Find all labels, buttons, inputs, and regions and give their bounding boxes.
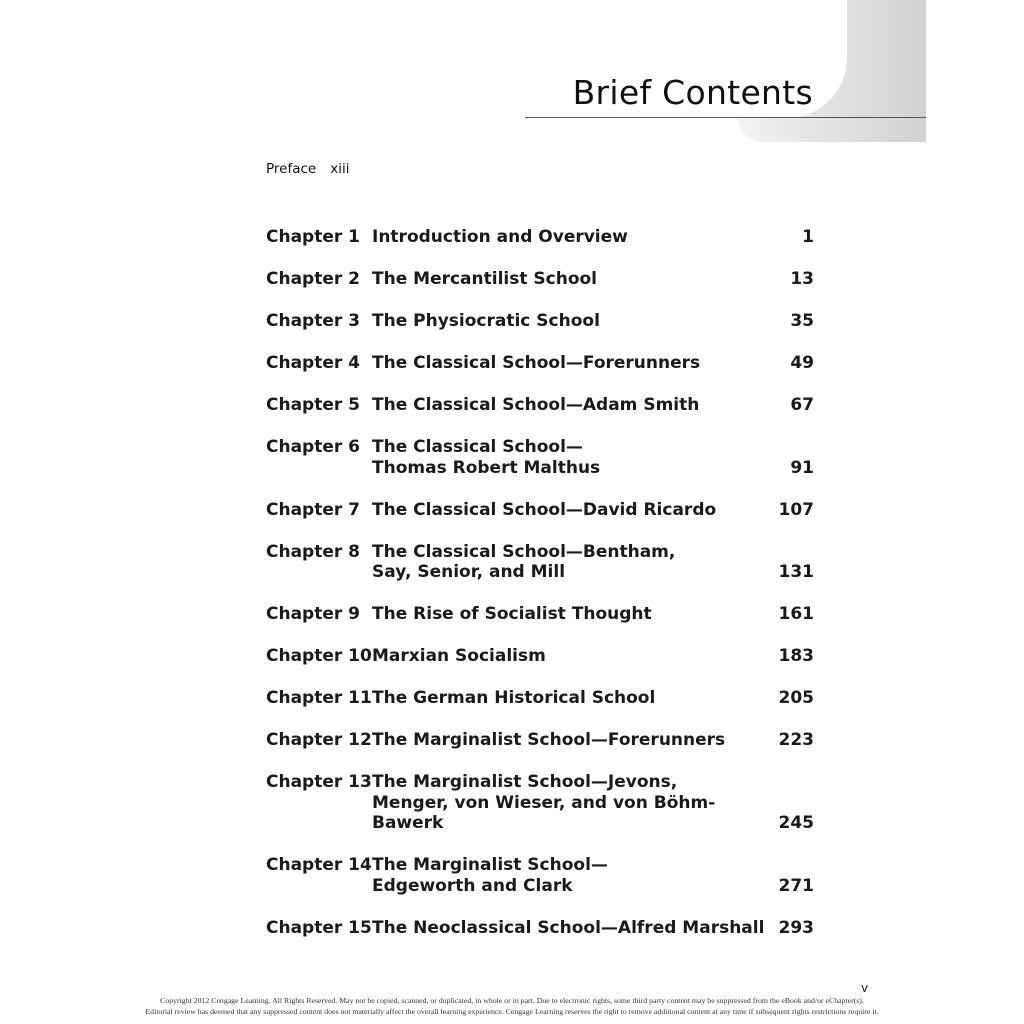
chapter-page: 91 [790, 457, 814, 478]
chapter-title: Marxian Socialism [372, 646, 546, 666]
chapter-number: Chapter 12 [266, 730, 372, 750]
chapter-title: The Rise of Socialist Thought [372, 604, 652, 624]
chapter-number: Chapter 9 [266, 604, 361, 624]
chapter-page: 183 [778, 646, 814, 666]
chapter-number: Chapter 14 [266, 855, 372, 875]
chapter-page: 293 [778, 917, 814, 938]
toc-entry-chapter-4[interactable] [266, 353, 814, 374]
chapter-title: The Classical School—Adam Smith [372, 395, 700, 415]
chapter-number: Chapter 15 [266, 917, 372, 938]
chapter-number: Chapter 2 [266, 269, 361, 289]
chapter-title: The Physiocratic School [372, 311, 600, 331]
chapter-page: 205 [778, 688, 814, 708]
toc-entry-chapter-3[interactable] [266, 311, 814, 332]
toc-entry-chapter-13[interactable] [266, 772, 814, 834]
chapter-number: Chapter 6 [266, 437, 361, 457]
chapter-page: 107 [778, 499, 814, 520]
toc-entry-chapter-14[interactable] [266, 855, 814, 896]
chapter-title: The Classical School—Thomas Robert Malthus [372, 437, 601, 478]
chapter-page: 223 [778, 730, 814, 750]
chapter-number: Chapter 13 [266, 772, 372, 792]
chapter-page: 35 [790, 311, 814, 331]
toc-entry-chapter-8[interactable] [266, 542, 814, 583]
preface-entry[interactable] [266, 161, 349, 177]
chapter-number: Chapter 5 [266, 395, 361, 415]
header-rule [525, 117, 926, 118]
chapter-page: 245 [778, 813, 814, 833]
toc-entry-chapter-15[interactable] [266, 918, 814, 939]
copyright-line-2: Editorial review has deemed that any suppressed content does not materially affect the overall learning experience. Cengage Learning reserves the right to remove additional content at any time if subsequent rights restrictions require it. [145, 1007, 879, 1016]
toc-entry-chapter-7[interactable] [266, 500, 814, 521]
toc-entry-chapter-9[interactable] [266, 604, 814, 625]
toc-entry-chapter-12[interactable] [266, 730, 814, 751]
copyright-notice [0, 995, 1024, 1017]
chapter-title: The Marginalist School—Forerunners [372, 730, 726, 750]
chapter-title: The Classical School—David Ricardo [372, 499, 717, 520]
chapter-number: Chapter 8 [266, 541, 361, 562]
table-of-contents [266, 227, 814, 960]
chapter-title: The German Historical School [372, 688, 656, 708]
toc-entry-chapter-6[interactable] [266, 437, 814, 478]
chapter-title: The Mercantilist School [372, 269, 598, 289]
chapter-number: Chapter 7 [266, 499, 361, 520]
toc-entry-chapter-10[interactable] [266, 646, 814, 667]
chapter-page: 131 [778, 562, 814, 582]
page-number: v [861, 981, 869, 995]
chapter-page: 271 [778, 875, 814, 896]
chapter-title: The Classical School—Bentham, Say, Senior, and Mill [372, 541, 676, 582]
chapter-number: Chapter 11 [266, 688, 372, 708]
chapter-page: 1 [802, 227, 814, 247]
toc-entry-chapter-1[interactable] [266, 227, 814, 248]
chapter-number: Chapter 1 [266, 227, 361, 247]
page-title: Brief Contents [572, 73, 813, 112]
chapter-page: 49 [790, 353, 814, 373]
chapter-page: 13 [790, 269, 814, 289]
chapter-number: Chapter 3 [266, 311, 361, 331]
chapter-page: 161 [778, 604, 814, 624]
chapter-title: The Classical School—Forerunners [372, 353, 701, 373]
chapter-page: 67 [790, 395, 814, 415]
preface-page: xiii [330, 161, 350, 177]
chapter-number: Chapter 4 [266, 353, 361, 373]
toc-entry-chapter-11[interactable] [266, 688, 814, 709]
chapter-title: Introduction and Overview [372, 227, 628, 247]
preface-label: Preface [266, 161, 317, 177]
chapter-title: The Neoclassical School—Alfred Marshall [372, 917, 765, 938]
toc-entry-chapter-5[interactable] [266, 395, 814, 416]
toc-entry-chapter-2[interactable] [266, 269, 814, 290]
chapter-title: The Marginalist School—Edgeworth and Clark [372, 855, 608, 896]
chapter-title: The Marginalist School—Jevons, Menger, von Wieser, and von Böhm-Bawerk [372, 772, 716, 833]
chapter-number: Chapter 10 [266, 646, 372, 666]
copyright-line-1: Copyright 2012 Cengage Learning. All Rights Reserved. May not be copied, scanned, or duplicated, in whole or in part. Due to electronic rights, some third party content may be suppressed from the eBook and/or eChapter(s). [160, 996, 864, 1005]
